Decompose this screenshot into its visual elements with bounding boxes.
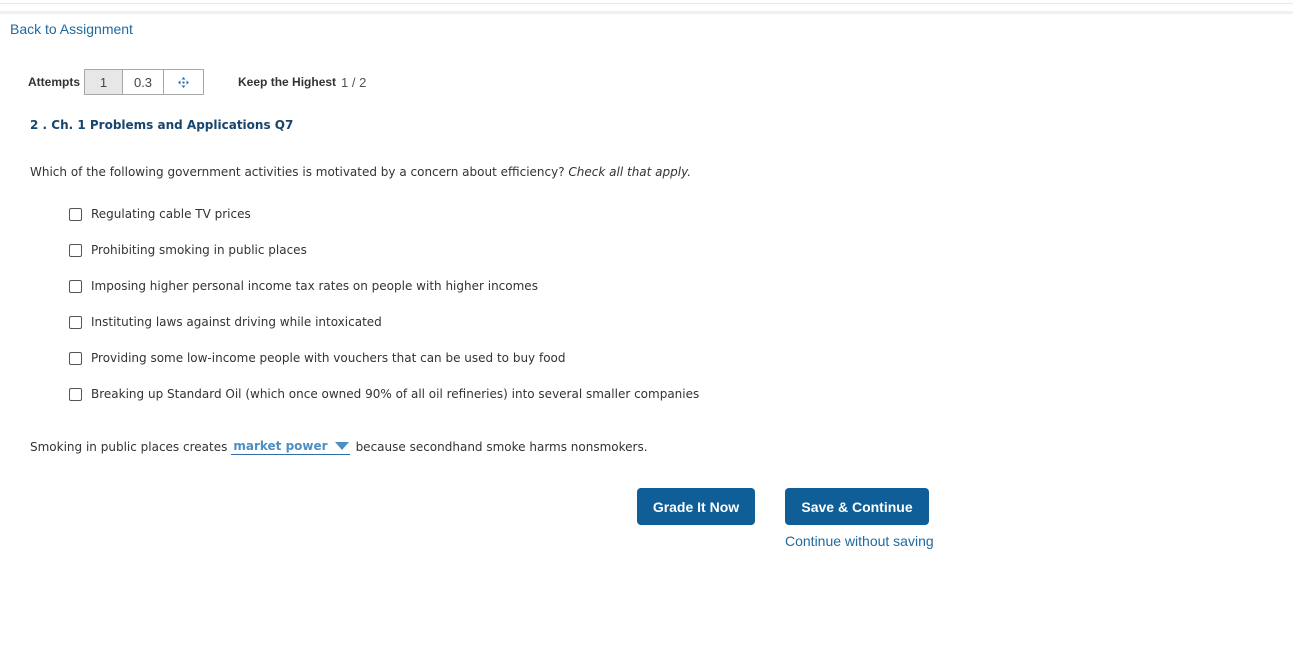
question-prompt-text: Which of the following government activities is motivated by a concern about efficiency?	[30, 165, 565, 179]
option-checkbox[interactable]	[69, 244, 82, 257]
back-to-assignment-link[interactable]: Back to Assignment	[10, 21, 133, 37]
option-checkbox[interactable]	[69, 208, 82, 221]
continue-without-saving-link[interactable]: Continue without saving	[785, 533, 934, 549]
fill-in-after-text: because secondhand smoke harms nonsmokers.	[355, 440, 648, 454]
attempts-used-count: 1	[84, 69, 123, 95]
move-icon-glyph	[178, 77, 189, 88]
save-and-continue-button[interactable]: Save & Continue	[785, 488, 929, 525]
option-item[interactable]	[69, 268, 699, 304]
dropdown-selected-value: market power	[233, 439, 328, 453]
option-checkbox[interactable]	[69, 388, 82, 401]
header-strip	[0, 11, 1293, 14]
grade-it-now-button[interactable]: Grade It Now	[637, 488, 755, 525]
option-checkbox[interactable]	[69, 352, 82, 365]
option-label: Imposing higher personal income tax rates on people with higher incomes	[91, 279, 538, 293]
option-label: Instituting laws against driving while intoxicated	[91, 315, 382, 329]
option-label: Prohibiting smoking in public places	[91, 243, 307, 257]
question-prompt	[30, 165, 691, 179]
option-checkbox[interactable]	[69, 316, 82, 329]
question-instruction: Check all that apply.	[568, 165, 692, 179]
caret-down-icon	[335, 442, 349, 450]
keep-highest-value: 1 / 2	[341, 74, 367, 90]
option-item[interactable]	[69, 376, 699, 412]
option-item[interactable]	[69, 232, 699, 268]
attempts-label: Attempts	[28, 75, 81, 89]
question-title: 2 . Ch. 1 Problems and Applications Q7	[30, 118, 294, 132]
option-label: Providing some low-income people with vouchers that can be used to buy food	[91, 351, 566, 365]
move-icon[interactable]	[164, 69, 204, 95]
answer-dropdown[interactable]	[231, 439, 349, 455]
option-item[interactable]	[69, 196, 699, 232]
attempts-bar	[28, 69, 366, 95]
option-checkbox[interactable]	[69, 280, 82, 293]
option-label: Regulating cable TV prices	[91, 207, 251, 221]
option-label: Breaking up Standard Oil (which once owned 90% of all oil refineries) into several smaller companies	[91, 387, 700, 401]
top-divider	[0, 3, 1293, 4]
attempt-score: 0.3	[123, 69, 164, 95]
fill-in-sentence	[30, 439, 648, 455]
answer-options	[69, 205, 699, 412]
option-item[interactable]	[69, 340, 699, 376]
keep-highest-label: Keep the Highest	[238, 75, 337, 89]
fill-in-before-text: Smoking in public places creates	[30, 440, 228, 454]
option-item[interactable]	[69, 304, 699, 340]
